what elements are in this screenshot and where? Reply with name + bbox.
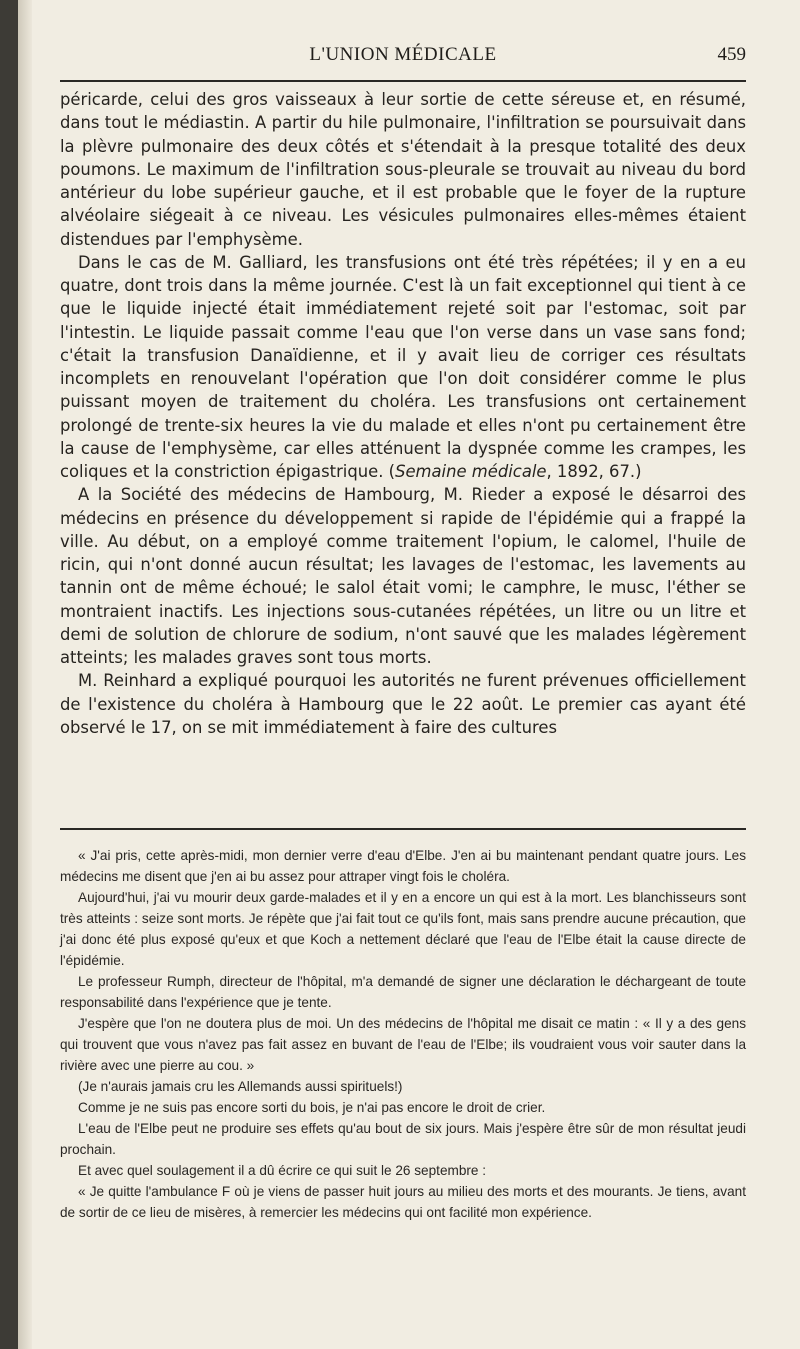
paragraph-1: péricarde, celui des gros vaisseaux à leur sortie de cette séreuse et, en résumé, dans tout le médiastin. A partir du hile pulmonaire, l'infiltration se poursuivait dans la plèvre pulmonaire des deux côtés et s'étendait à la presque totalité des deux poumons. Le maximum de l'infiltration sous-pleurale se trouvait au niveau du bord antérieur du lobe supérieur gauche, et il est probable que le foyer de la rupture alvéolaire siégeait à ce niveau. Les vésicules pulmonaires elles-mêmes étaient distendues par l'emphysème. bbox=[60, 90, 746, 249]
page-number: 459 bbox=[717, 44, 746, 65]
footnote-paragraph: J'espère que l'on ne doutera plus de moi. Un des médecins de l'hôpital me disait ce matin : « Il y a des gens qui trouvent que vous n'avez pas fait assez en buvant de l'eau de l'Elbe; ils voudraient vous voir sauter dans la rivière avec une pierre au cou. » bbox=[60, 1016, 746, 1073]
footnote-paragraph: Aujourd'hui, j'ai vu mourir deux garde-malades et il y en a encore un qui est à la mort. Les blanchisseurs sont très atteints : seize sont morts. Je répète que j'ai fait tout ce qu'ils font, mais sans prendre aucune précaution, que j'ai donc été plus exposé qu'eux et que Koch a nettement déclaré que l'eau de l'Elbe était la cause directe de l'épidémie. bbox=[60, 890, 746, 968]
citation-source: Semaine médicale bbox=[395, 462, 547, 481]
footnote-paragraph: Le professeur Rumph, directeur de l'hôpital, m'a demandé de signer une déclaration le déchargeant de toute responsabilité dans l'expérience que je tente. bbox=[60, 974, 746, 1010]
paragraph-2 bbox=[60, 251, 746, 484]
paragraph-2-text: Dans le cas de M. Galliard, les transfusions ont été très répétées; il y en a eu quatre, dont trois dans la même journée. C'est là un fait exceptionnel qui tient à ce que le liquide injecté était immédiatement rejeté soit par l'estomac, soit par l'intestin. Le liquide passait comme l'eau que l'on verse dans un vase sans fond; c'était la transfusion Danaïdienne, et il y avait lieu de corriger ces résultats incomplets en renouvelant l'opération que l'on doit considérer comme le plus puissant moyen de traitement du choléra. Les transfusions ont certainement prolongé de trente-six heures la vie du malade et elles n'ont pu certainement être la cause de l'emphysème, car elles atténuent la dyspnée comme les crampes, les coliques et la constriction épigastrique. ( bbox=[60, 252, 746, 481]
footnote-paragraph: Et avec quel soulagement il a dû écrire ce qui suit le 26 septembre : bbox=[78, 1163, 487, 1178]
footnote-paragraph: « J'ai pris, cette après-midi, mon dernier verre d'eau d'Elbe. J'en ai bu maintenant pendant quatre jours. Les médecins me disent que j'en ai bu assez pour attraper vingt fois le choléra. bbox=[60, 848, 746, 884]
header-rule bbox=[60, 80, 746, 82]
main-text bbox=[60, 88, 746, 739]
paragraph-3: A la Société des médecins de Hambourg, M. Rieder a exposé le désarroi des médecins en présence du développement si rapide de l'épidémie qui a frappé la ville. Au début, on a employé comme traitement l'opium, le calomel, l'huile de ricin, qui n'ont donné aucun résultat; les lavages de l'estomac, les lavements au tannin ont de même échoué; le salol était vomi; le camphre, le musc, l'éther se montraient inactifs. Les injections sous-cutanées répétées, un litre ou un litre et demi de solution de chlorure de sodium, n'ont sauvé que les malades légèrement atteints; les malades graves sont tous morts. bbox=[60, 485, 746, 667]
footnote-paragraph: « Je quitte l'ambulance F où je viens de passer huit jours au milieu des morts et des mourants. Je tiens, avant de sortir de ce lieu de misères, à remercier les médecins qui ont facilité mon expérience. bbox=[60, 1184, 746, 1220]
citation-tail: , 1892, 67.) bbox=[546, 462, 642, 481]
running-title: L'UNION MÉDICALE bbox=[309, 44, 497, 65]
page-header bbox=[60, 44, 746, 76]
footnote-rule bbox=[60, 828, 746, 830]
document-page bbox=[18, 0, 800, 1349]
footnotes bbox=[60, 845, 746, 1223]
footnote-paragraph: Comme je ne suis pas encore sorti du bois, je n'ai pas encore le droit de crier. bbox=[78, 1100, 546, 1115]
footnote-paragraph: (Je n'aurais jamais cru les Allemands aussi spirituels!) bbox=[78, 1079, 403, 1094]
footnote-paragraph: L'eau de l'Elbe peut ne produire ses effets qu'au bout de six jours. Mais j'espère être sûr de mon résultat jeudi prochain. bbox=[60, 1121, 746, 1157]
paragraph-4: M. Reinhard a expliqué pourquoi les autorités ne furent prévenues officiellement de l'existence du choléra à Hambourg que le 22 août. Le premier cas ayant été observé le 17, on se mit immédiatement à faire des cultures bbox=[60, 671, 746, 737]
